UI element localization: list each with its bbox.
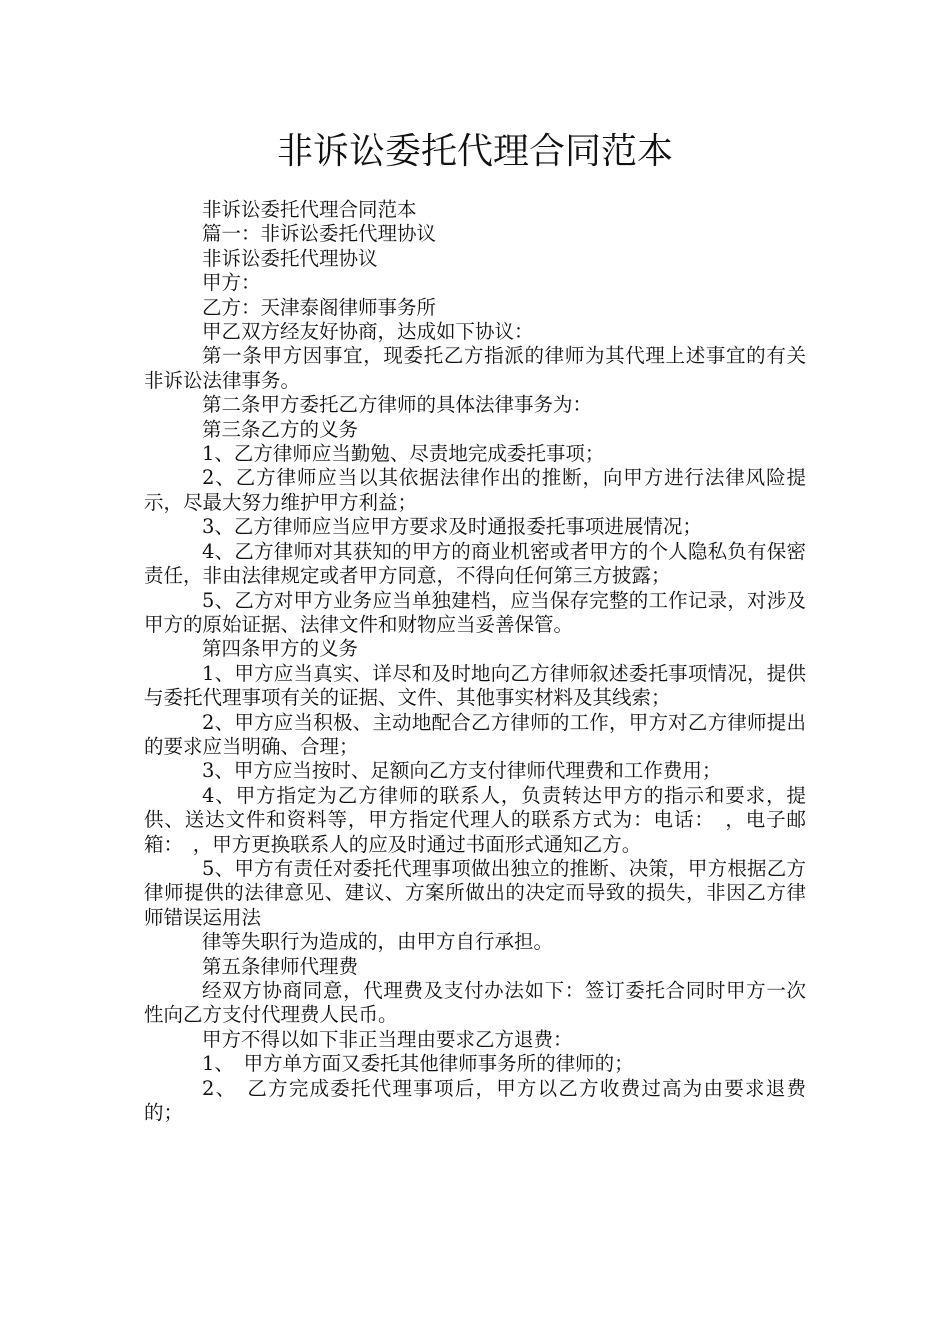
paragraph: 第二条甲方委托乙方律师的具体法律事务为： — [202, 393, 593, 417]
document-body — [144, 198, 806, 1125]
paragraph: 1、甲方应当真实、详尽和及时地向乙方律师叙述委托事项情况，提供与委托代理事项有关的证据、文件、其他事实材料及其线索； — [144, 661, 806, 710]
paragraph: 篇一：非诉讼委托代理协议 — [202, 222, 437, 246]
paragraph: 甲方不得以如下非正当理由要求乙方退费： — [202, 1027, 573, 1051]
paragraph: 第五条律师代理费 — [202, 954, 359, 978]
paragraph: 甲乙双方经友好协商，达成如下协议： — [202, 320, 534, 344]
paragraph: 乙方：天津泰阁律师事务所 — [202, 295, 437, 319]
paragraph: 2、乙方律师应当以其依据法律作出的推断，向甲方进行法律风险提示，尽最大努力维护甲方利益； — [144, 466, 806, 514]
paragraph: 1、 甲方单方面又委托其他律师事务所的律师的； — [202, 1052, 634, 1076]
paragraph: 非诉讼委托代理合同范本 — [202, 198, 417, 221]
paragraph: 5、乙方对甲方业务应当单独建档，应当保存完整的工作记录，对涉及甲方的原始证据、法律文件和财物应当妥善保管。 — [144, 588, 806, 636]
paragraph: 5、甲方有责任对委托代理事项做出独立的推断、决策，甲方根据乙方律师提供的法律意见、建议、方案所做出的决定而导致的损失，非因乙方律师错误运用法 — [144, 856, 806, 929]
paragraph: 第四条甲方的义务 — [202, 637, 359, 661]
paragraph: 非诉讼委托代理协议 — [202, 246, 378, 270]
paragraph: 4、甲方指定为乙方律师的联系人，负责转达甲方的指示和要求，提供、送达文件和资料等，甲方指定代理人的联系方式为：电话： ，电子邮箱： ，甲方更换联系人的应及时通过书面形式通知乙方。 — [144, 783, 806, 856]
paragraph: 4、乙方律师对其获知的甲方的商业机密或者甲方的个人隐私负有保密责任，非由法律规定或者甲方同意，不得向任何第三方披露； — [144, 539, 806, 588]
paragraph: 经双方协商同意，代理费及支付办法如下：签订委托合同时甲方一次性向乙方支付代理费人民币。 — [144, 979, 806, 1027]
paragraph: 3、乙方律师应当应甲方要求及时通报委托事项进展情况； — [202, 515, 702, 539]
paragraph: 3、甲方应当按时、足额向乙方支付律师代理费和工作费用； — [202, 759, 722, 783]
paragraph: 律等失职行为造成的，由甲方自行承担。 — [202, 930, 554, 954]
paragraph: 第一条甲方因事宜，现委托乙方指派的律师为其代理上述事宜的有关非诉讼法律事务。 — [144, 344, 806, 392]
document-title: 非诉讼委托代理合同范本 — [276, 131, 673, 172]
paragraph: 1、乙方律师应当勤勉、尽责地完成委托事项； — [202, 442, 605, 466]
paragraph: 2、 乙方完成委托代理事项后，甲方以乙方收费过高为由要求退费的； — [144, 1076, 806, 1125]
paragraph: 甲方： — [202, 271, 261, 295]
paragraph: 2、甲方应当积极、主动地配合乙方律师的工作，甲方对乙方律师提出的要求应当明确、合理； — [144, 710, 806, 758]
paragraph: 第三条乙方的义务 — [202, 417, 359, 441]
